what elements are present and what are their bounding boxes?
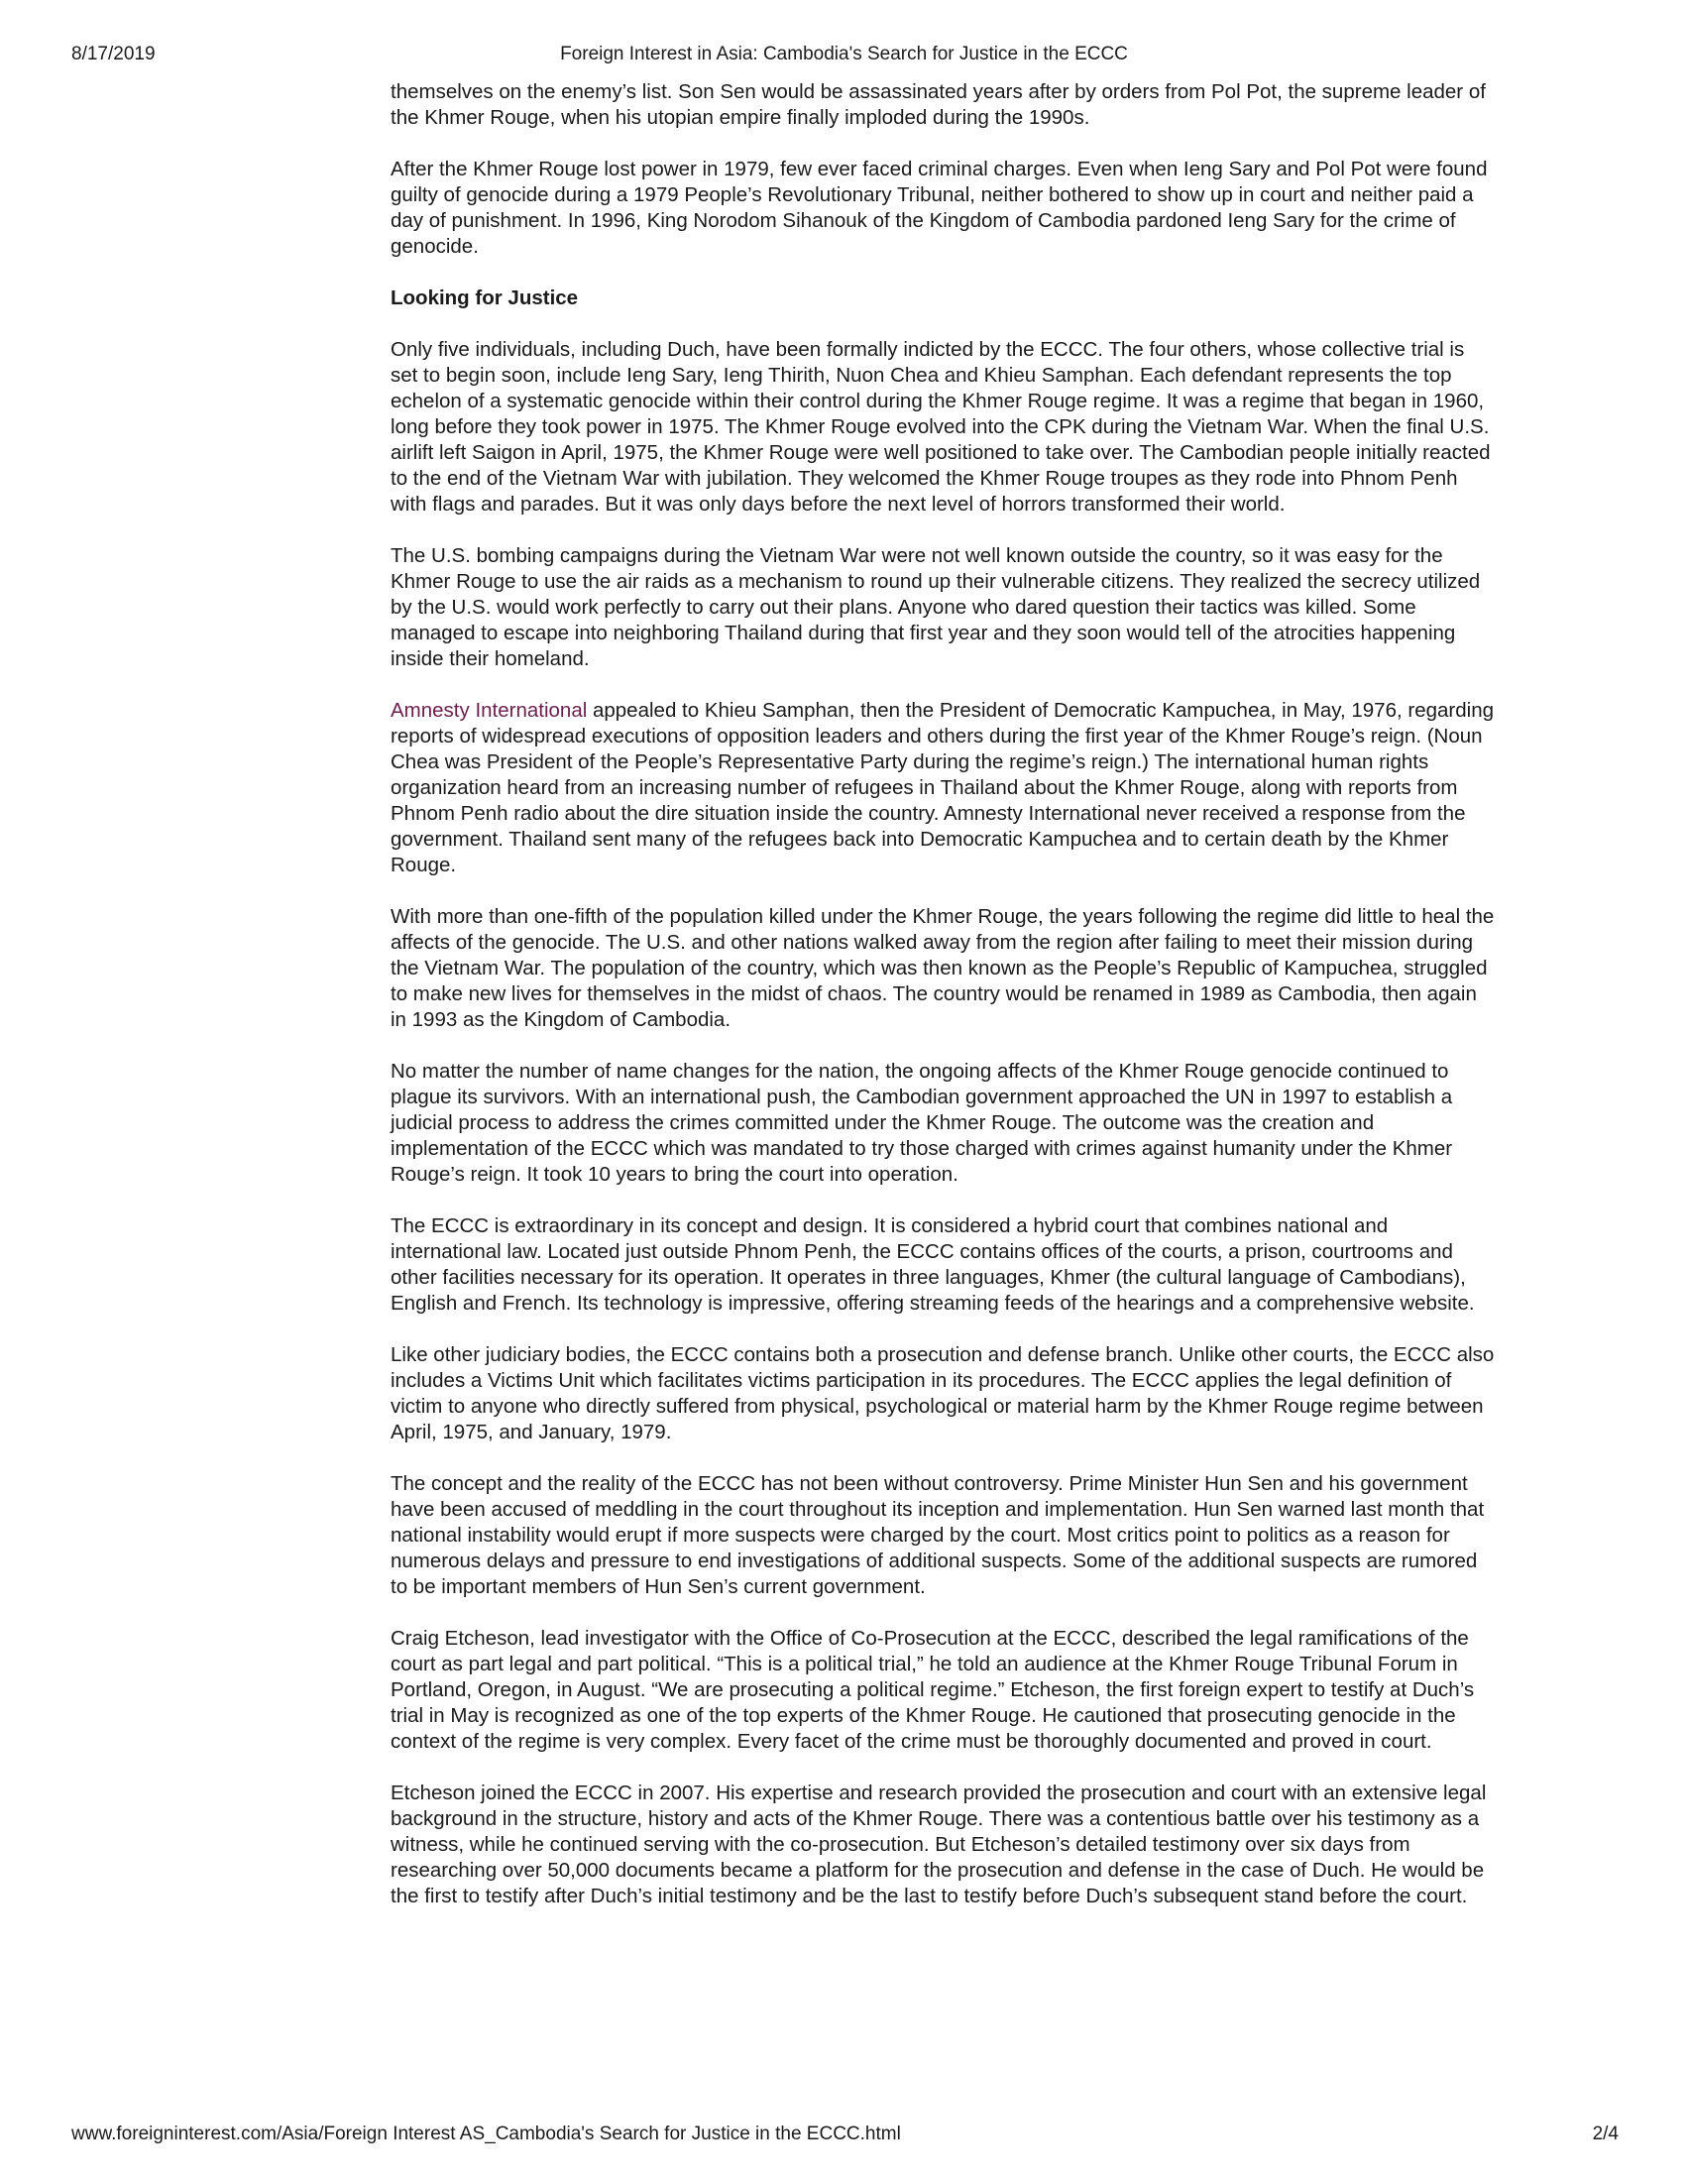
paragraph: Etcheson joined the ECCC in 2007. His expertise and research provided the prosecution and court with an extensive legal background in the structure, history and acts of the Khmer Rouge. There was a contentious battle over his testimony as a witness, while he continued serving with the co-prosecution. But Etcheson’s detailed testimony over six days from researching over 50,000 documents became a platform for the prosecution and defense in the case of Duch. He would be the first to testify after Duch’s initial testimony and be the last to testify before Duch’s subsequent stand before the court. — [391, 1782, 1487, 1907]
paragraph: The ECCC is extraordinary in its concept and design. It is considered a hybrid court that combines national and international law. Located just outside Phnom Penh, the ECCC contains offices of the courts, a prison, courtrooms and other facilities necessary for its operation. It operates in three languages, Khmer (the cultural language of Cambodians), English and French. Its technology is impressive, offering streaming feeds of the hearings and a comprehensive website. — [391, 1214, 1475, 1315]
paragraph: No matter the number of name changes for the nation, the ongoing affects of the Khmer Rouge genocide continued to plague its survivors. With an international push, the Cambodian government approached the UN in 1997 to establish a judicial process to address the crimes committed under the Khmer Rouge. The outcome was the creation and implementation of the ECCC which was mandated to try those charged with crimes against humanity under the Khmer Rouge’s reign. It took 10 years to bring the court into operation. — [391, 1060, 1453, 1186]
page-url: www.foreigninterest.com/Asia/Foreign Interest AS_Cambodia's Search for Justice in the ECCC.html — [71, 2124, 901, 2144]
paragraph: With more than one-fifth of the population killed under the Khmer Rouge, the years following the regime did little to heal the affects of the genocide. The U.S. and other nations walked away from the region after failing to meet their mission during the Vietnam War. The population of the country, which was then known as the People’s Republic of Kampuchea, struggled to make new lives for themselves in the midst of chaos. The country would be renamed in 1989 as Cambodia, then again in 1993 as the Kingdom of Cambodia. — [391, 905, 1495, 1031]
paragraph: Only five individuals, including Duch, have been formally indicted by the ECCC. The four others, whose collective trial is set to begin soon, include Ieng Sary, Ieng Thirith, Nuon Chea and Khieu Samphan. Each defendant represents the top echelon of a systematic genocide within their control during the Khmer Rouge regime. It was a regime that began in 1960, long before they took power in 1975. The Khmer Rouge evolved into the CPK during the Vietnam War. When the final U.S. airlift left Saigon in April, 1975, the Khmer Rouge were well positioned to take over. The Cambodian people initially reacted to the end of the Vietnam War with jubilation. They welcomed the Khmer Rouge troupes as they rode into Phnom Penh with flags and parades. But it was only days before the next level of horrors transformed their world. — [391, 338, 1491, 516]
article-body — [391, 79, 1496, 1935]
page-number: 2/4 — [1592, 2124, 1619, 2144]
print-date: 8/17/2019 — [71, 44, 156, 64]
section-heading: Looking for Justice — [391, 287, 579, 309]
paragraph: themselves on the enemy’s list. Son Sen would be assassinated years after by orders from Pol Pot, the supreme leader of the Khmer Rouge, when his utopian empire finally imploded during the 1990s. — [391, 80, 1486, 129]
paragraph — [391, 698, 1496, 878]
paragraph: The concept and the reality of the ECCC has not been without controversy. Prime Minister Hun Sen and his government have been accused of meddling in the court throughout its inception and implementation. Hun Sen warned last month that national instability would erupt if more suspects were charged by the court. Most critics point to politics as a reason for numerous delays and pressure to end investigations of additional suspects. Some of the additional suspects are rumored to be important members of Hun Sen’s current government. — [391, 1472, 1485, 1598]
paragraph: The U.S. bombing campaigns during the Vietnam War were not well known outside the country, so it was easy for the Khmer Rouge to use the air raids as a mechanism to round up their vulnerable citizens. They realized the secrecy utilized by the U.S. would work perfectly to carry out their plans. Anyone who dared question their tactics was killed. Some managed to escape into neighboring Thailand during that first year and they soon would tell of the atrocities happening inside their homeland. — [391, 544, 1481, 670]
page-title: Foreign Interest in Asia: Cambodia's Search for Justice in the ECCC — [560, 44, 1128, 64]
paragraph: Craig Etcheson, lead investigator with the Office of Co-Prosecution at the ECCC, described the legal ramifications of the court as part legal and part political. “This is a political trial,” he told an audience at the Khmer Rouge Tribunal Forum in Portland, Oregon, in August. “We are prosecuting a political regime.” Etcheson, the first foreign expert to testify at Duch’s trial in May is recognized as one of the top experts of the Khmer Rouge. He cautioned that prosecuting genocide in the context of the regime is very complex. Every facet of the crime must be thoroughly documented and proved in court. — [391, 1627, 1475, 1753]
paragraph: After the Khmer Rouge lost power in 1979, few ever faced criminal charges. Even when Ieng Sary and Pol Pot were found guilty of genocide during a 1979 People’s Revolutionary Tribunal, neither bothered to show up in court and neither paid a day of punishment. In 1996, King Norodom Sihanouk of the Kingdom of Cambodia pardoned Ieng Sary for the crime of genocide. — [391, 158, 1488, 258]
paragraph-text: appealed to Khieu Samphan, then the President of Democratic Kampuchea, in May, 1976, regarding reports of widespread executions of opposition leaders and others during the first year of the Khmer Rouge’s reign. (Noun Chea was President of the People’s Representative Party during the regime’s reign.) The international human rights organization heard from an increasing number of refugees in Thailand about the Khmer Rouge, along with reports from Phnom Penh radio about the dire situation inside the country. Amnesty International never received a response from the government. Thailand sent many of the refugees back into Democratic Kampuchea and to certain death by the Khmer Rouge. — [391, 699, 1494, 876]
amnesty-international-link[interactable]: Amnesty International — [391, 699, 588, 722]
paragraph: Like other judiciary bodies, the ECCC contains both a prosecution and defense branch. Unlike other courts, the ECCC also includes a Victims Unit which facilitates victims participation in its procedures. The ECCC applies the legal definition of victim to anyone who directly suffered from physical, psychological or material harm by the Khmer Rouge regime between April, 1975, and January, 1979. — [391, 1343, 1495, 1443]
